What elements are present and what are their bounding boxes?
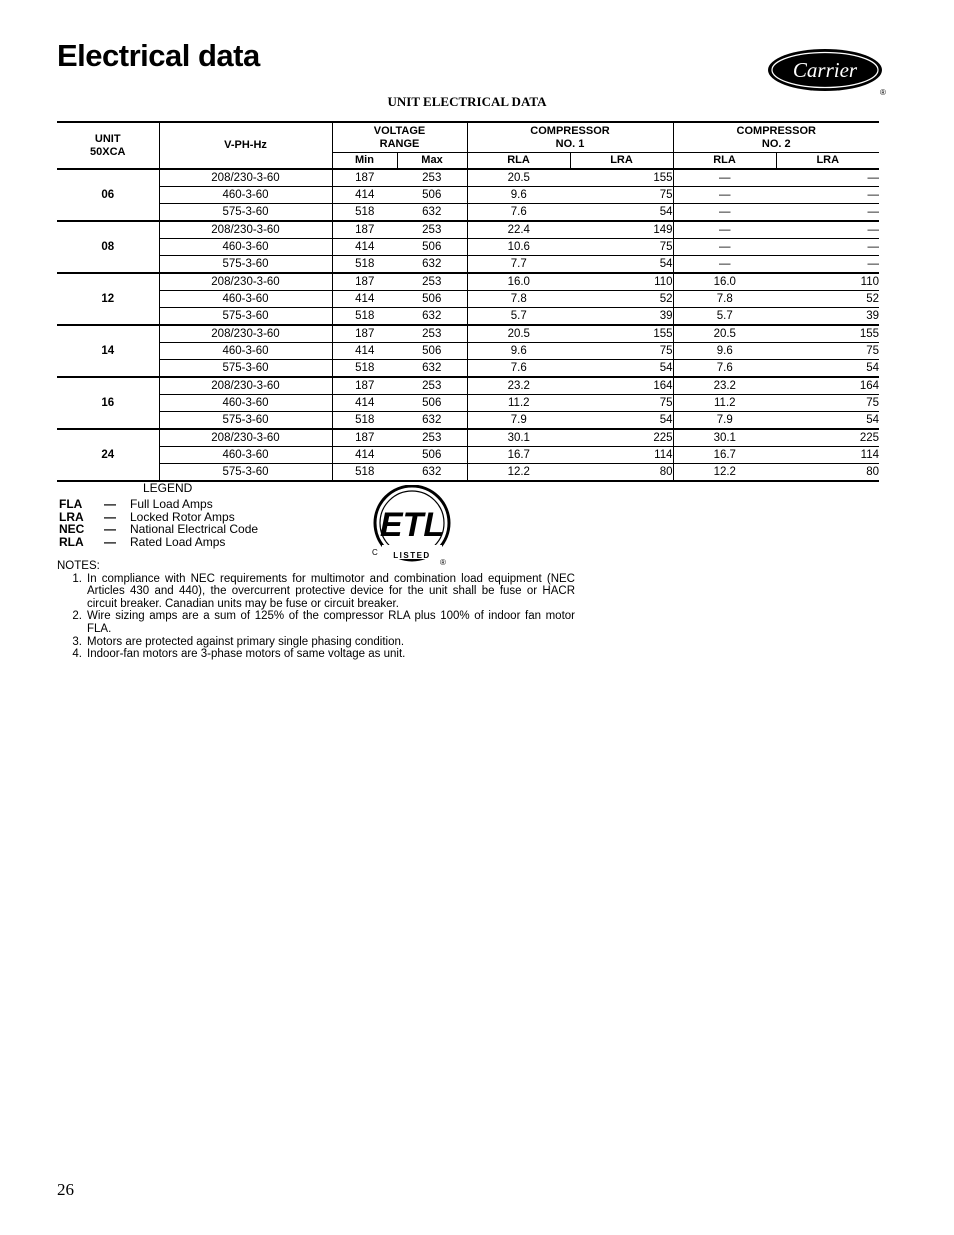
cell-voltage-min: 414 — [332, 343, 397, 360]
cell-comp2-lra: 75 — [776, 395, 879, 412]
cell-voltage-min: 414 — [332, 395, 397, 412]
cell-vphz: 208/230-3-60 — [159, 377, 332, 395]
legend-dash: — — [104, 509, 116, 524]
note-item — [57, 636, 575, 649]
legend-dash: — — [104, 496, 116, 511]
cell-comp1-lra: 75 — [570, 239, 673, 256]
cell-comp1-rla: 16.7 — [467, 447, 570, 464]
table-row — [57, 412, 879, 430]
table-title: UNIT ELECTRICAL DATA — [387, 94, 547, 109]
cell-vphz: 208/230-3-60 — [159, 221, 332, 239]
header-unit-line1: UNIT — [94, 132, 121, 145]
cell-unit: 06 — [57, 169, 159, 221]
cell-comp1-rla: 7.6 — [467, 360, 570, 378]
cell-comp2-rla: — — [673, 169, 776, 187]
table-row — [57, 291, 879, 308]
cell-vphz: 575-3-60 — [159, 360, 332, 378]
table-row — [57, 395, 879, 412]
cell-comp2-lra: — — [776, 169, 879, 187]
note-item — [57, 573, 575, 611]
legend-text: Locked Rotor Amps — [130, 509, 235, 524]
cell-comp2-lra: — — [776, 239, 879, 256]
table-body — [57, 169, 879, 481]
cell-unit: 16 — [57, 377, 159, 429]
cell-vphz: 460-3-60 — [159, 239, 332, 256]
cell-voltage-min: 187 — [332, 221, 397, 239]
cell-voltage-min: 518 — [332, 256, 397, 274]
cell-comp1-rla: 22.4 — [467, 221, 570, 239]
page-number: 26 — [57, 1180, 74, 1199]
cell-comp2-rla: 9.6 — [673, 343, 776, 360]
cell-comp2-lra: 114 — [776, 447, 879, 464]
cell-comp2-rla: 7.6 — [673, 360, 776, 378]
cell-comp1-lra: 54 — [570, 360, 673, 378]
cell-comp1-lra: 75 — [570, 187, 673, 204]
table-row — [57, 187, 879, 204]
table-row — [57, 360, 879, 378]
header-comp1-lra: LRA — [570, 153, 673, 170]
cell-voltage-max: 506 — [397, 447, 467, 464]
logo-text: Carrier — [792, 58, 858, 82]
cell-comp2-lra: 39 — [776, 308, 879, 326]
table-row — [57, 308, 879, 326]
cell-comp1-rla: 7.9 — [467, 412, 570, 430]
cell-voltage-min: 414 — [332, 239, 397, 256]
header-unit — [57, 122, 159, 169]
cell-vphz: 460-3-60 — [159, 447, 332, 464]
cell-vphz: 460-3-60 — [159, 187, 332, 204]
cell-voltage-max: 253 — [397, 429, 467, 447]
etl-listed-mark — [368, 485, 458, 567]
cell-comp1-rla: 10.6 — [467, 239, 570, 256]
cell-vphz: 575-3-60 — [159, 204, 332, 222]
cell-comp1-rla: 5.7 — [467, 308, 570, 326]
cell-unit: 14 — [57, 325, 159, 377]
note-text: Wire sizing amps are a sum of 125% of the compressor RLA plus 100% of indoor fan motor FLA. — [87, 610, 575, 635]
cell-comp1-lra: 39 — [570, 308, 673, 326]
note-text: In compliance with NEC requirements for multimotor and combination load equipment (NEC Articles 430 and 440), the overcurrent protective device for the unit shall be fuse or HACR circuit breaker. Canadian units may be fuse or circuit breaker. — [87, 572, 575, 610]
note-number: 4. — [72, 648, 82, 661]
cell-unit: 08 — [57, 221, 159, 273]
cell-comp1-lra: 80 — [570, 464, 673, 482]
cell-comp1-lra: 54 — [570, 204, 673, 222]
cell-comp2-rla: 7.8 — [673, 291, 776, 308]
table-row — [57, 429, 879, 447]
cell-comp2-rla: 16.0 — [673, 273, 776, 291]
cell-comp1-lra: 52 — [570, 291, 673, 308]
legend — [57, 482, 258, 549]
cell-comp1-rla: 20.5 — [467, 169, 570, 187]
etl-c: C — [372, 548, 378, 557]
cell-comp1-rla: 7.8 — [467, 291, 570, 308]
notes-list — [57, 573, 575, 661]
cell-comp2-rla: 7.9 — [673, 412, 776, 430]
cell-comp1-rla: 7.7 — [467, 256, 570, 274]
cell-comp1-lra: 155 — [570, 169, 673, 187]
cell-voltage-min: 414 — [332, 447, 397, 464]
cell-voltage-min: 187 — [332, 273, 397, 291]
header-compressor-1: COMPRESSOR NO. 1 — [467, 122, 673, 153]
notes — [57, 560, 575, 661]
cell-voltage-max: 506 — [397, 187, 467, 204]
cell-comp1-rla: 12.2 — [467, 464, 570, 482]
legend-text: National Electrical Code — [130, 522, 259, 537]
cell-vphz: 208/230-3-60 — [159, 429, 332, 447]
cell-comp2-rla: — — [673, 204, 776, 222]
table-row — [57, 464, 879, 482]
legend-abbr: RLA — [59, 535, 84, 550]
header-min: Min — [332, 153, 397, 170]
carrier-logo — [767, 48, 887, 96]
legend-item — [57, 498, 258, 511]
cell-comp2-lra: 52 — [776, 291, 879, 308]
legend-text: Rated Load Amps — [130, 535, 226, 550]
cell-voltage-max: 506 — [397, 343, 467, 360]
cell-voltage-max: 632 — [397, 412, 467, 430]
cell-comp2-rla: — — [673, 221, 776, 239]
cell-comp1-lra: 75 — [570, 395, 673, 412]
note-number: 2. — [72, 610, 82, 623]
cell-voltage-min: 187 — [332, 169, 397, 187]
header-vphz: V-PH-Hz — [159, 122, 332, 169]
table-row — [57, 377, 879, 395]
etl-registered: ® — [440, 558, 446, 567]
cell-voltage-max: 632 — [397, 360, 467, 378]
table-row — [57, 239, 879, 256]
note-item — [57, 610, 575, 635]
cell-vphz: 575-3-60 — [159, 308, 332, 326]
header-comp2-lra: LRA — [776, 153, 879, 170]
cell-vphz: 208/230-3-60 — [159, 325, 332, 343]
cell-comp2-lra: 75 — [776, 343, 879, 360]
legend-abbr: LRA — [59, 509, 84, 524]
cell-voltage-max: 253 — [397, 377, 467, 395]
cell-voltage-min: 518 — [332, 360, 397, 378]
table-row — [57, 447, 879, 464]
cell-comp1-rla: 9.6 — [467, 187, 570, 204]
header-voltage-range: VOLTAGE RANGE — [332, 122, 467, 153]
cell-comp2-lra: — — [776, 221, 879, 239]
cell-voltage-min: 518 — [332, 308, 397, 326]
header-comp1-rla: RLA — [467, 153, 570, 170]
unit-electrical-data-table — [57, 121, 879, 482]
cell-voltage-max: 253 — [397, 169, 467, 187]
cell-comp2-rla: — — [673, 256, 776, 274]
cell-comp1-lra: 225 — [570, 429, 673, 447]
note-number: 3. — [72, 635, 82, 648]
legend-abbr: NEC — [59, 522, 85, 537]
cell-comp2-lra: 54 — [776, 360, 879, 378]
cell-voltage-max: 506 — [397, 395, 467, 412]
cell-comp1-rla: 16.0 — [467, 273, 570, 291]
table-row — [57, 204, 879, 222]
cell-voltage-max: 632 — [397, 308, 467, 326]
cell-voltage-max: 506 — [397, 239, 467, 256]
cell-comp2-rla: — — [673, 187, 776, 204]
cell-voltage-min: 187 — [332, 377, 397, 395]
cell-comp2-rla: 11.2 — [673, 395, 776, 412]
table-row — [57, 273, 879, 291]
cell-comp1-rla: 23.2 — [467, 377, 570, 395]
header-compressor-2: COMPRESSOR NO. 2 — [673, 122, 879, 153]
cell-comp2-lra: 225 — [776, 429, 879, 447]
etl-listed: LISTED — [393, 551, 431, 560]
cell-comp1-rla: 7.6 — [467, 204, 570, 222]
cell-voltage-max: 506 — [397, 291, 467, 308]
cell-comp1-lra: 54 — [570, 256, 673, 274]
cell-voltage-max: 253 — [397, 273, 467, 291]
note-text: Motors are protected against primary single phasing condition. — [87, 635, 405, 648]
cell-vphz: 575-3-60 — [159, 464, 332, 482]
cell-comp2-rla: 16.7 — [673, 447, 776, 464]
cell-vphz: 460-3-60 — [159, 343, 332, 360]
cell-comp1-lra: 54 — [570, 412, 673, 430]
cell-comp2-rla: 5.7 — [673, 308, 776, 326]
cell-comp2-rla: 23.2 — [673, 377, 776, 395]
cell-comp2-lra: 54 — [776, 412, 879, 430]
cell-comp2-rla: 12.2 — [673, 464, 776, 482]
cell-comp1-rla: 20.5 — [467, 325, 570, 343]
cell-comp2-lra: — — [776, 187, 879, 204]
cell-vphz: 575-3-60 — [159, 412, 332, 430]
cell-comp2-lra: — — [776, 204, 879, 222]
legend-dash: — — [104, 535, 116, 550]
cell-comp2-lra: 80 — [776, 464, 879, 482]
legend-item — [57, 536, 258, 549]
cell-comp2-lra: 164 — [776, 377, 879, 395]
cell-unit: 24 — [57, 429, 159, 481]
cell-vphz: 575-3-60 — [159, 256, 332, 274]
note-item — [57, 648, 575, 661]
cell-voltage-max: 632 — [397, 256, 467, 274]
legend-title: LEGEND — [143, 481, 193, 495]
cell-voltage-max: 632 — [397, 204, 467, 222]
notes-title: NOTES: — [57, 560, 100, 572]
cell-voltage-min: 518 — [332, 464, 397, 482]
cell-comp1-lra: 75 — [570, 343, 673, 360]
cell-voltage-max: 253 — [397, 325, 467, 343]
table-row — [57, 343, 879, 360]
cell-comp1-rla: 9.6 — [467, 343, 570, 360]
cell-voltage-min: 414 — [332, 187, 397, 204]
cell-vphz: 460-3-60 — [159, 395, 332, 412]
cell-comp2-rla: 30.1 — [673, 429, 776, 447]
header-comp2-rla: RLA — [673, 153, 776, 170]
header-max: Max — [397, 153, 467, 170]
header-unit-line2: 50XCA — [90, 145, 126, 158]
page-title: Electrical data — [57, 38, 260, 73]
note-text: Indoor-fan motors are 3-phase motors of same voltage as unit. — [87, 648, 406, 661]
table-row — [57, 325, 879, 343]
cell-comp2-lra: 155 — [776, 325, 879, 343]
cell-comp1-lra: 155 — [570, 325, 673, 343]
cell-voltage-min: 518 — [332, 412, 397, 430]
table-row — [57, 256, 879, 274]
cell-comp1-lra: 110 — [570, 273, 673, 291]
logo-registered: ® — [880, 88, 886, 96]
cell-voltage-max: 632 — [397, 464, 467, 482]
cell-comp1-rla: 11.2 — [467, 395, 570, 412]
legend-text: Full Load Amps — [130, 496, 213, 511]
cell-comp1-lra: 164 — [570, 377, 673, 395]
cell-comp1-lra: 114 — [570, 447, 673, 464]
cell-voltage-min: 414 — [332, 291, 397, 308]
cell-comp2-rla: — — [673, 239, 776, 256]
cell-unit: 12 — [57, 273, 159, 325]
legend-abbr: FLA — [59, 496, 83, 511]
cell-comp2-lra: — — [776, 256, 879, 274]
cell-vphz: 208/230-3-60 — [159, 273, 332, 291]
cell-vphz: 460-3-60 — [159, 291, 332, 308]
cell-voltage-min: 187 — [332, 325, 397, 343]
note-number: 1. — [72, 572, 82, 585]
etl-letters: ETL — [379, 506, 445, 544]
cell-voltage-min: 518 — [332, 204, 397, 222]
cell-comp1-rla: 30.1 — [467, 429, 570, 447]
cell-comp1-lra: 149 — [570, 221, 673, 239]
cell-comp2-rla: 20.5 — [673, 325, 776, 343]
table-row — [57, 169, 879, 187]
cell-comp2-lra: 110 — [776, 273, 879, 291]
legend-dash: — — [104, 522, 116, 537]
cell-vphz: 208/230-3-60 — [159, 169, 332, 187]
cell-voltage-min: 187 — [332, 429, 397, 447]
cell-voltage-max: 253 — [397, 221, 467, 239]
table-row — [57, 221, 879, 239]
